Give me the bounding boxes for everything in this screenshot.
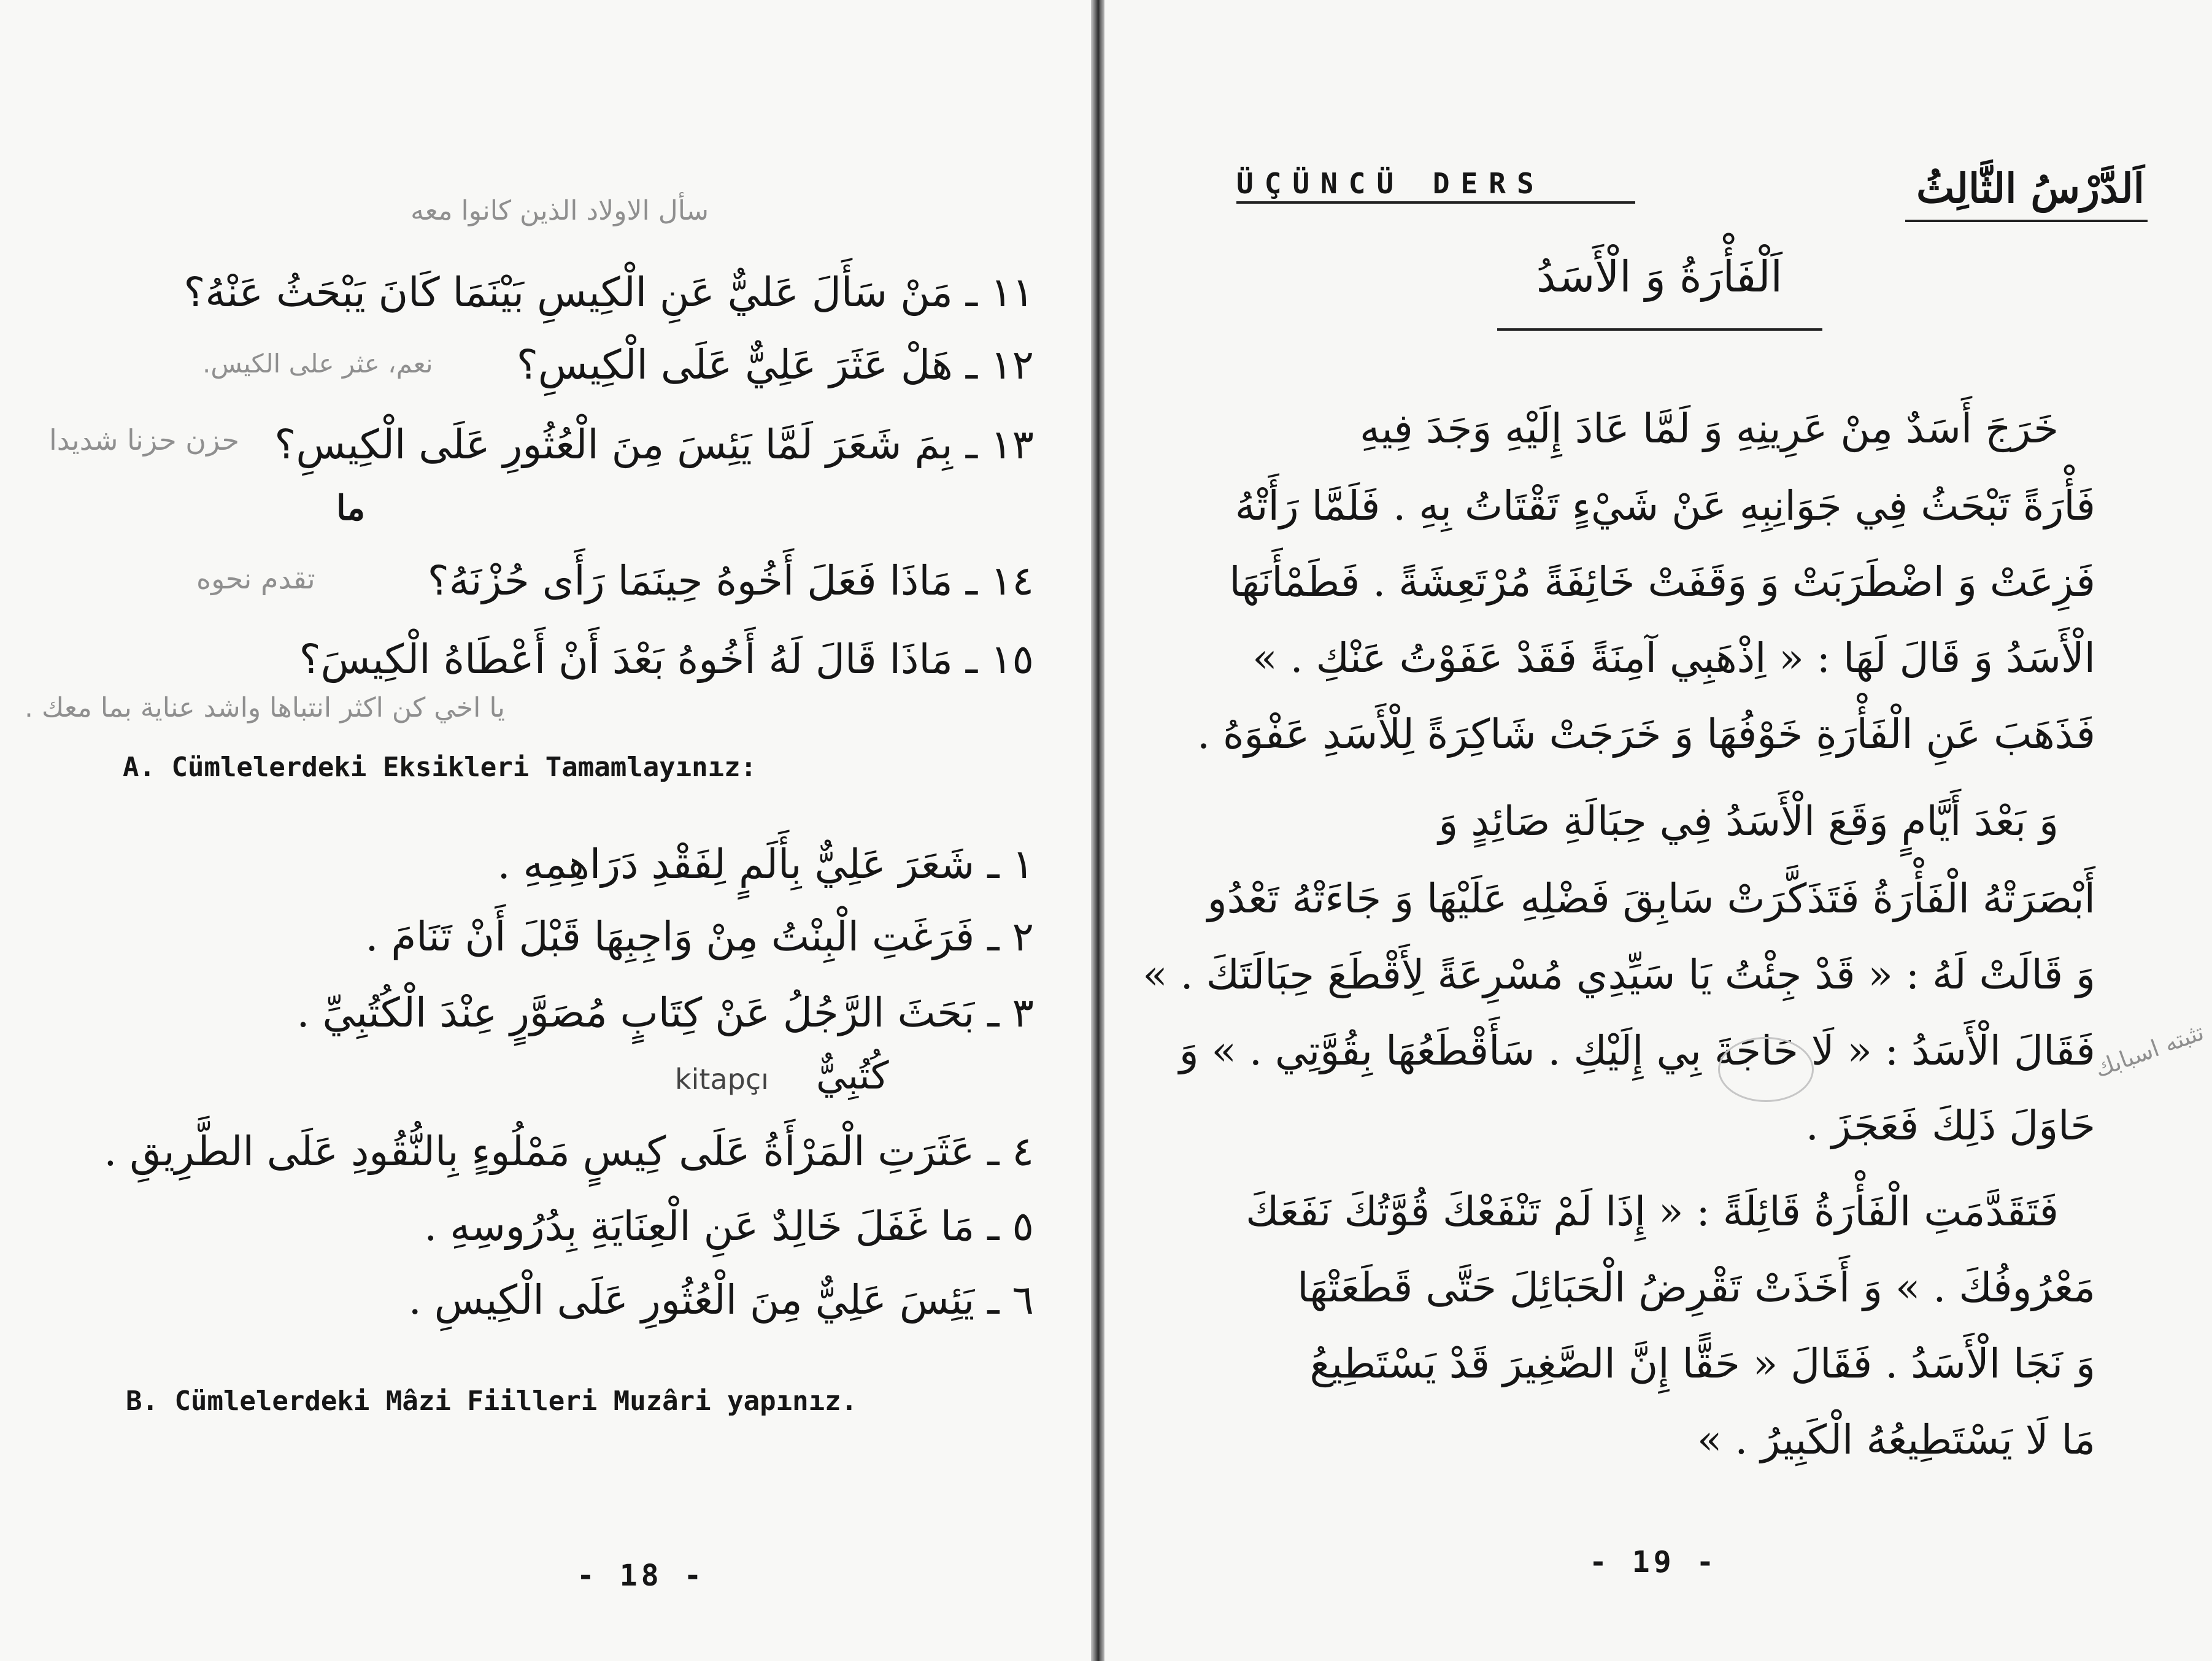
exercise-a-item-4: ٤ ـ عَثَرَتِ الْمَرْأَةُ عَلَى كِيسٍ مَمْلُوءٍ بِالنُّقُودِ عَلَى الطَّرِيقِ .	[104, 1128, 1034, 1175]
handwritten-answer-14: تقدم نحوه	[196, 562, 315, 595]
story-line-5: فَذَهَبَ عَنِ الْفَأْرَةِ خَوْفُهَا وَ خَرَجَتْ شَاكِرَةً لِلْأَسَدِ عَفْوَهُ .	[1197, 711, 2095, 758]
story-line-12: مَعْرُوفُكَ . » وَ أَخَذَتْ تَقْرِضُ الْحَبَائِلَ حَتَّى قَطَعَتْهَا	[1297, 1264, 2095, 1311]
question-12: ١٢ ـ هَلْ عَثَرَ عَلِيٌّ عَلَى الْكِيسِ؟	[516, 341, 1034, 388]
lesson-title: اَلْفَأْرَةُ وَ الْأَسَدُ	[1536, 252, 1782, 302]
left-page	[0, 0, 1095, 1661]
exercise-a-title: A. Cümlelerdeki Eksikleri Tamamlayınız:	[123, 752, 757, 783]
handwritten-translation-kitapci: kitapçı	[675, 1063, 769, 1096]
page-number-left: - 18 -	[577, 1559, 706, 1593]
lesson-label-turkish-underline	[1236, 201, 1635, 204]
lesson-label-turkish: ÜÇÜNCÜ DERS	[1236, 167, 1545, 200]
story-line-3: فَزِعَتْ وَ اضْطَرَبَتْ وَ وَقَفَتْ خَائِفَةً مُرْتَعِشَةً . فَطَمْأَنَهَا	[1229, 558, 2095, 606]
right-page	[1104, 0, 2212, 1661]
question-13-extra: ما	[336, 488, 366, 528]
story-line-2: فَأْرَةً تَبْحَثُ فِي جَوَانِبِهِ عَنْ شَيْءٍ تَقْتَاتُ بِهِ . فَلَمَّا رَأَتْهُ	[1235, 482, 2095, 530]
story-line-4: الْأَسَدُ وَ قَالَ لَهَا : « اِذْهَبِي آمِنَةً فَقَدْ عَفَوْتُ عَنْكِ . »	[1252, 634, 2095, 682]
handwritten-answer-15: يا اخي كن اكثر انتباها واشد عناية بما معك .	[25, 692, 505, 723]
question-13: ١٣ ـ بِمَ شَعَرَ لَمَّا يَئِسَ مِنَ الْعُثُورِ عَلَى الْكِيسِ؟	[274, 421, 1034, 468]
lesson-title-underline	[1497, 328, 1822, 331]
exercise-a-item-3: ٣ ـ بَحَثَ الرَّجُلُ عَنْ كِتَابٍ مُصَوَّرٍ عِنْدَ الْكُتُبِيِّ .	[296, 989, 1034, 1036]
exercise-b-title: B. Cümlelerdeki Mâzi Fiilleri Muzâri yapınız.	[126, 1385, 858, 1417]
story-line-13: وَ نَجَا الْأَسَدُ . فَقَالَ « حَقًّا إِنَّ الصَّغِيرَ قَدْ يَسْتَطِيعُ	[1309, 1340, 2095, 1387]
handwritten-answer-12: نعم، عثر على الكيس.	[202, 349, 433, 379]
exercise-a-item-5: ٥ ـ مَا غَفَلَ خَالِدٌ عَنِ الْعِنَايَةِ بِدُرُوسِهِ .	[424, 1203, 1034, 1250]
exercise-a-item-1: ١ ـ شَعَرَ عَلِيٌّ بِأَلَمٍ لِفَقْدِ دَرَاهِمِهِ .	[497, 841, 1034, 888]
handwritten-margin-note: تثبته اسبابك	[2091, 1018, 2207, 1083]
story-line-11: فَتَقَدَّمَتِ الْفَأْرَةُ قَائِلَةً : « إِذَا لَمْ تَنْفَعْكَ قُوَّتُكَ نَفَعَكَ	[1246, 1188, 2059, 1235]
question-14: ١٤ ـ مَاذَا فَعَلَ أَخُوهُ حِينَمَا رَأَى حُزْنَهُ؟	[427, 557, 1034, 604]
book-spine	[1091, 0, 1106, 1661]
lesson-label-arabic: اَلدَّرْسُ الثَّالِثُ	[1916, 164, 2145, 212]
lesson-label-arabic-underline	[1905, 220, 2148, 222]
exercise-a-item-2: ٢ ـ فَرَغَتِ الْبِنْتُ مِنْ وَاجِبِهَا قَبْلَ أَنْ تَنَامَ .	[365, 913, 1034, 960]
story-line-6: وَ بَعْدَ أَيَّامٍ وَقَعَ الْأَسَدُ فِي حِبَالَةِ صَائِدٍ وَ	[1438, 798, 2059, 845]
question-15: ١٥ ـ مَاذَا قَالَ لَهُ أَخُوهُ بَعْدَ أَنْ أَعْطَاهُ الْكِيسَ؟	[299, 636, 1034, 683]
story-line-1: خَرَجَ أَسَدٌ مِنْ عَرِينِهِ وَ لَمَّا عَادَ إِلَيْهِ وَجَدَ فِيهِ	[1359, 405, 2059, 452]
pencil-circle-mark	[1718, 1037, 1814, 1102]
page-number-right: - 19 -	[1589, 1545, 1718, 1579]
handwritten-note-heading: سأل الاولاد الذين كانوا معه	[410, 195, 709, 226]
story-line-14: مَا لَا يَسْتَطِيعُهُ الْكَبِيرُ . »	[1697, 1416, 2095, 1463]
exercise-a-item-3-word: كُتُبِيٌّ	[816, 1053, 889, 1098]
question-11: ١١ ـ مَنْ سَأَلَ عَليٌّ عَنِ الْكِيسِ بَيْنَمَا كَانَ يَبْحَثُ عَنْهُ؟	[183, 269, 1034, 316]
exercise-a-item-6: ٦ ـ يَئِسَ عَلِيٌّ مِنَ الْعُثُورِ عَلَى الْكِيسِ .	[408, 1276, 1034, 1324]
story-line-9: فَقَالَ الْأَسَدُ : « لَا حَاجَةَ بِي إِلَيْكِ . سَأَقْطَعُهَا بِقُوَّتِي . » وَ	[1179, 1027, 2095, 1074]
story-line-10: حَاوَلَ ذَلِكَ فَعَجَزَ .	[1805, 1102, 2095, 1149]
story-line-8: وَ قَالَتْ لَهُ : « قَدْ جِئْتُ يَا سَيِّدِي مُسْرِعَةً لِأَقْطَعَ حِبَالَتَكَ . »	[1143, 951, 2095, 998]
handwritten-answer-13: حزن حزنا شديدا	[49, 423, 239, 457]
story-line-7: أَبْصَرَتْهُ الْفَأْرَةُ فَتَذَكَّرَتْ سَابِقَ فَضْلِهِ عَلَيْهَا وَ جَاءَتْهُ تَعْدُو	[1207, 875, 2095, 922]
